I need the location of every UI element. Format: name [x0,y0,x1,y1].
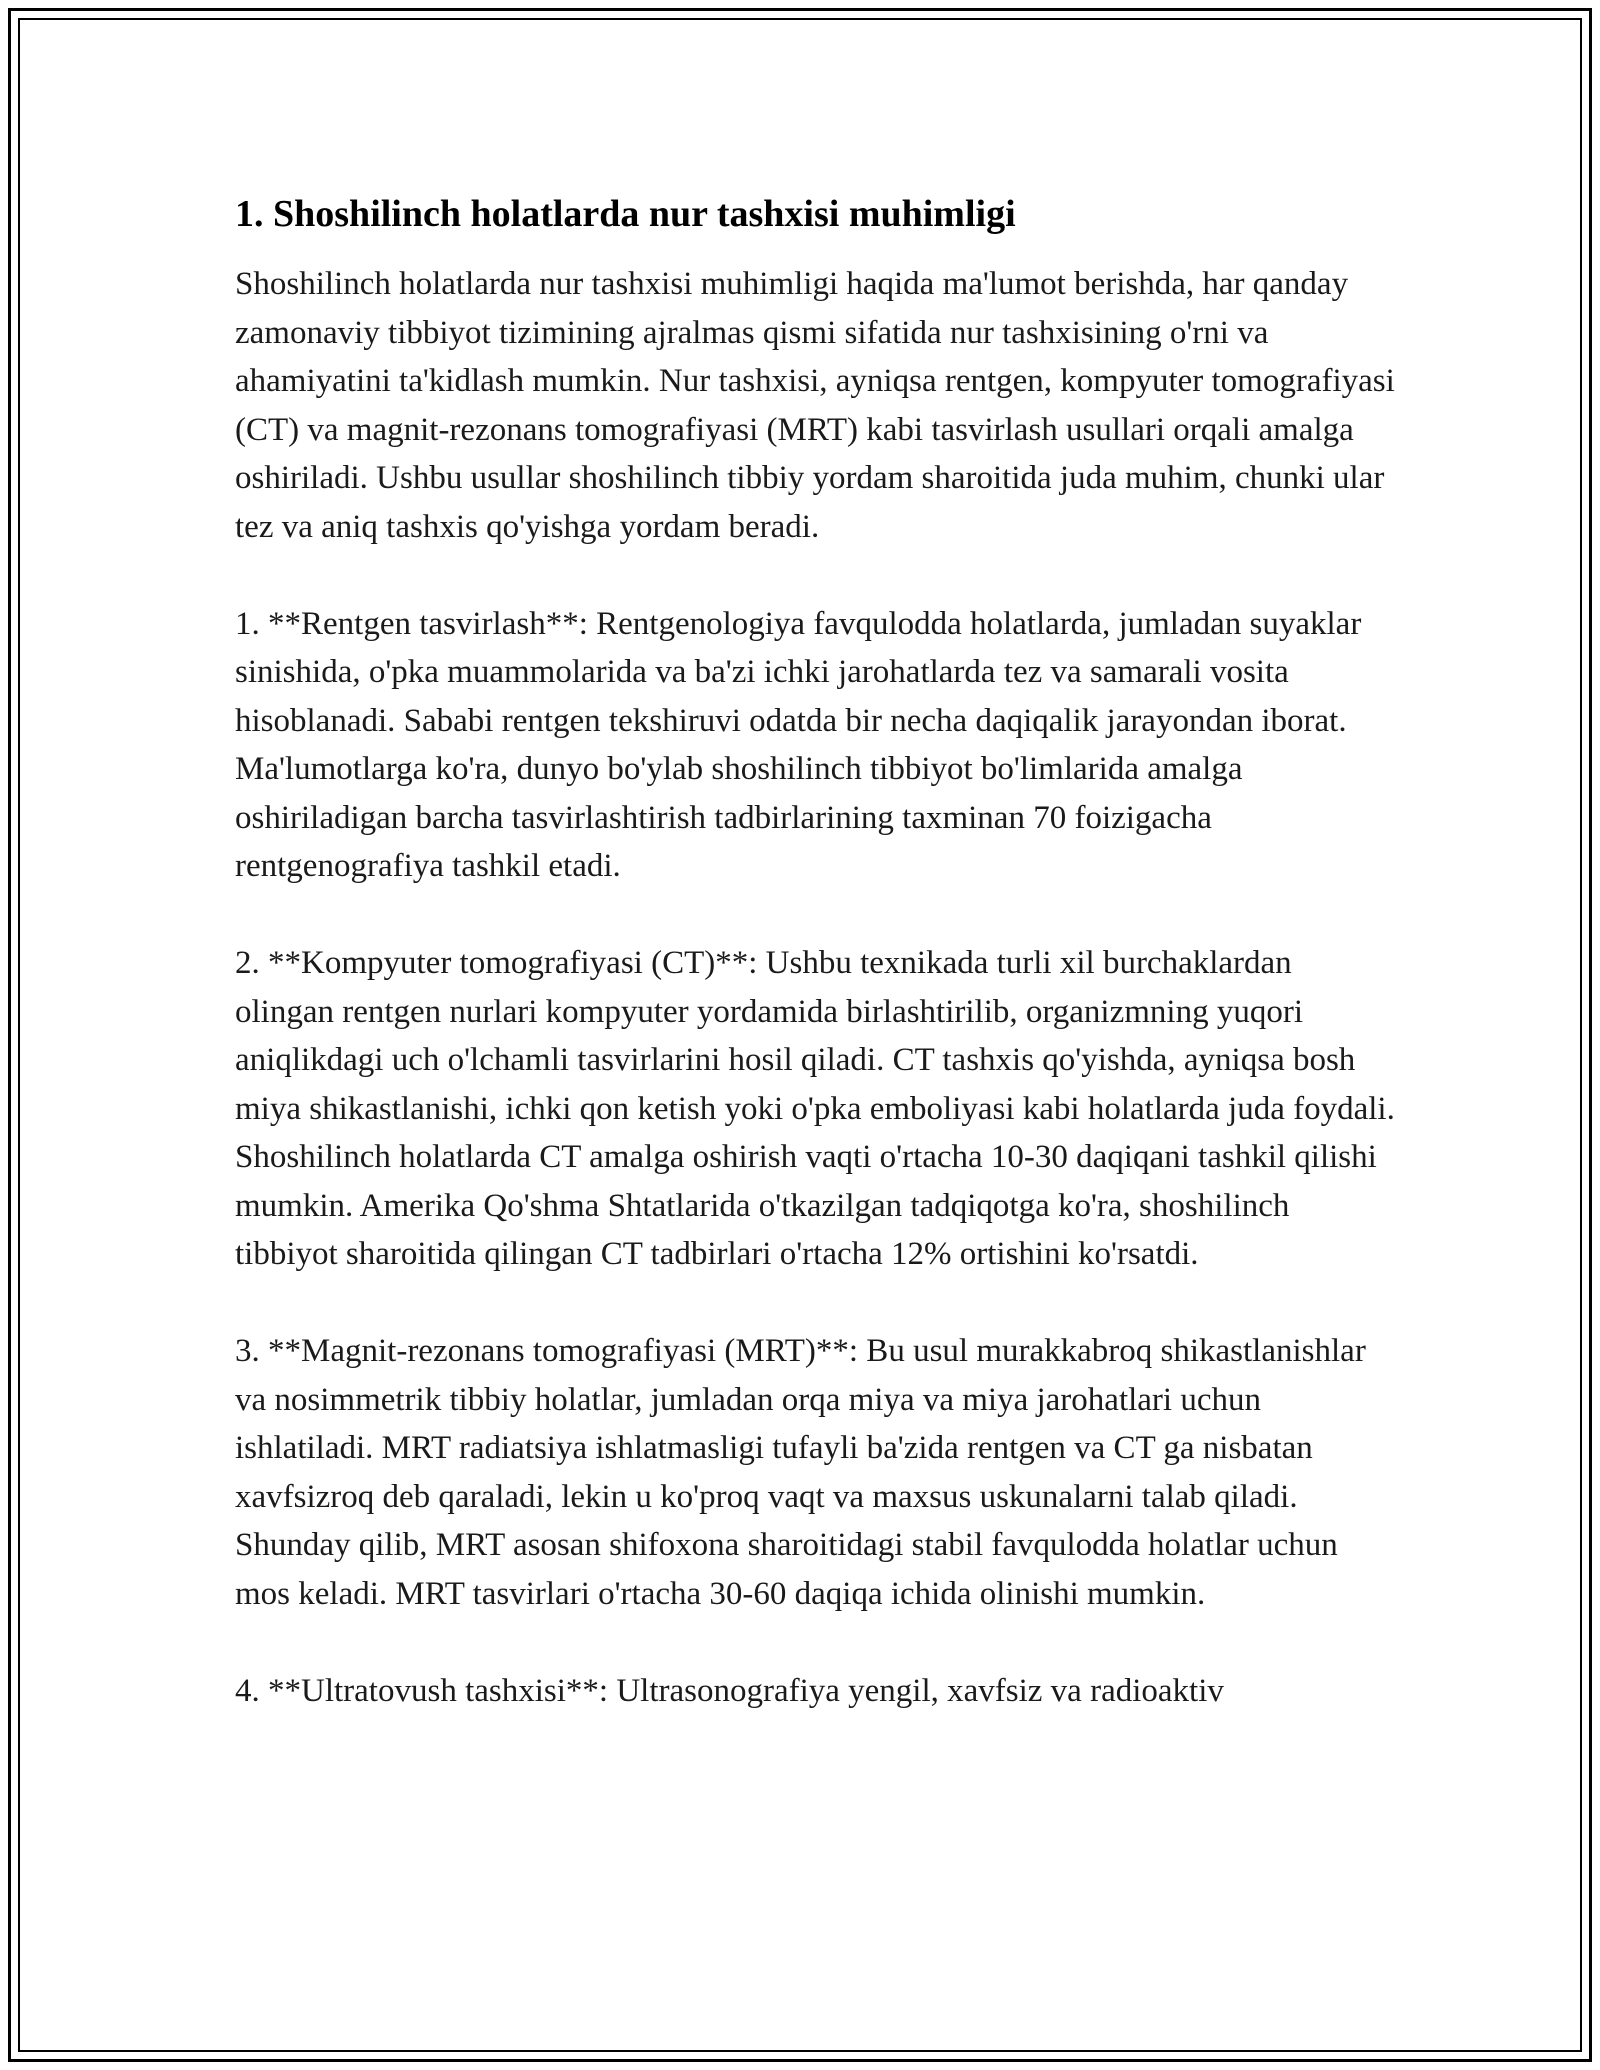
intro-paragraph: Shoshilinch holatlarda nur tashxisi muhimligi haqida ma'lumot berishda, har qanday zamonaviy tibbiyot tizimining ajralmas qismi sifatida nur tashxisining o'rni va ahamiyatini ta'kidlash mumkin. Nur tashxisi, ayniqsa rentgen, kompyuter tomografiyasi (CT) va magnit-rezonans tomografiyasi (MRT) kabi tasvirlash usullari orqali amalga oshiriladi. Ushbu usullar shoshilinch tibbiy yordam sharoitida juda muhim, chunki ular tez va aniq tashxis qo'yishga yordam beradi. [235,266,1395,545]
document-body [235,184,1395,1764]
list-item-rentgen: 1. **Rentgen tasvirlash**: Rentgenologiya favqulodda holatlarda, jumladan suyaklar sinishida, o'pka muammolarida va ba'zi ichki jarohatlarda tez va samarali vosita hisoblanadi. Sababi rentgen tekshiruvi odatda bir necha daqiqalik jarayondan iborat. Ma'lumotlarga ko'ra, dunyo bo'ylab shoshilinch tibbiyot bo'limlarida amalga oshiriladigan barcha tasvirlashtirish tadbirlarining taxminan 70 foizigacha rentgenografiya tashkil etadi. [235,605,1362,884]
list-item-mrt: 3. **Magnit-rezonans tomografiyasi (MRT)**: Bu usul murakkabroq shikastlanishlar va nosimmetrik tibbiy holatlar, jumladan orqa miya va miya jarohatlari uchun ishlatiladi. MRT radiatsiya ishlatmasligi tufayli ba'zida rentgen va CT ga nisbatan xavfsizroq deb qaraladi, lekin u ko'proq vaqt va maxsus uskunalarni talab qiladi. Shunday qilib, MRT asosan shifoxona sharoitidagi stabil favqulodda holatlar uchun mos keladi. MRT tasvirlari o'rtacha 30-60 daqiqa ichida olinishi mumkin. [235,1333,1366,1612]
list-item-ultratovush: 4. **Ultratovush tashxisi**: Ultrasonografiya yengil, xavfsiz va radioaktiv [235,1672,1224,1709]
section-heading: 1. Shoshilinch holatlarda nur tashxisi muhimligi [235,193,1016,235]
list-item-ct: 2. **Kompyuter tomografiyasi (CT)**: Ushbu texnikada turli xil burchaklardan olingan rentgen nurlari kompyuter yordamida birlashtirilib, organizmning yuqori aniqlikdagi uch o'lchamli tasvirlarini hosil qiladi. CT tashxis qo'yishda, ayniqsa bosh miya shikastlanishi, ichki qon ketish yoki o'pka emboliyasi kabi holatlarda juda foydali. Shoshilinch holatlarda CT amalga oshirish vaqti o'rtacha 10-30 daqiqani tashkil qilishi mumkin. Amerika Qo'shma Shtatlarida o'tkazilgan tadqiqotga ko'ra, shoshilinch tibbiyot sharoitida qilingan CT tadbirlari o'rtacha 12% ortishini ko'rsatdi. [235,945,1395,1272]
